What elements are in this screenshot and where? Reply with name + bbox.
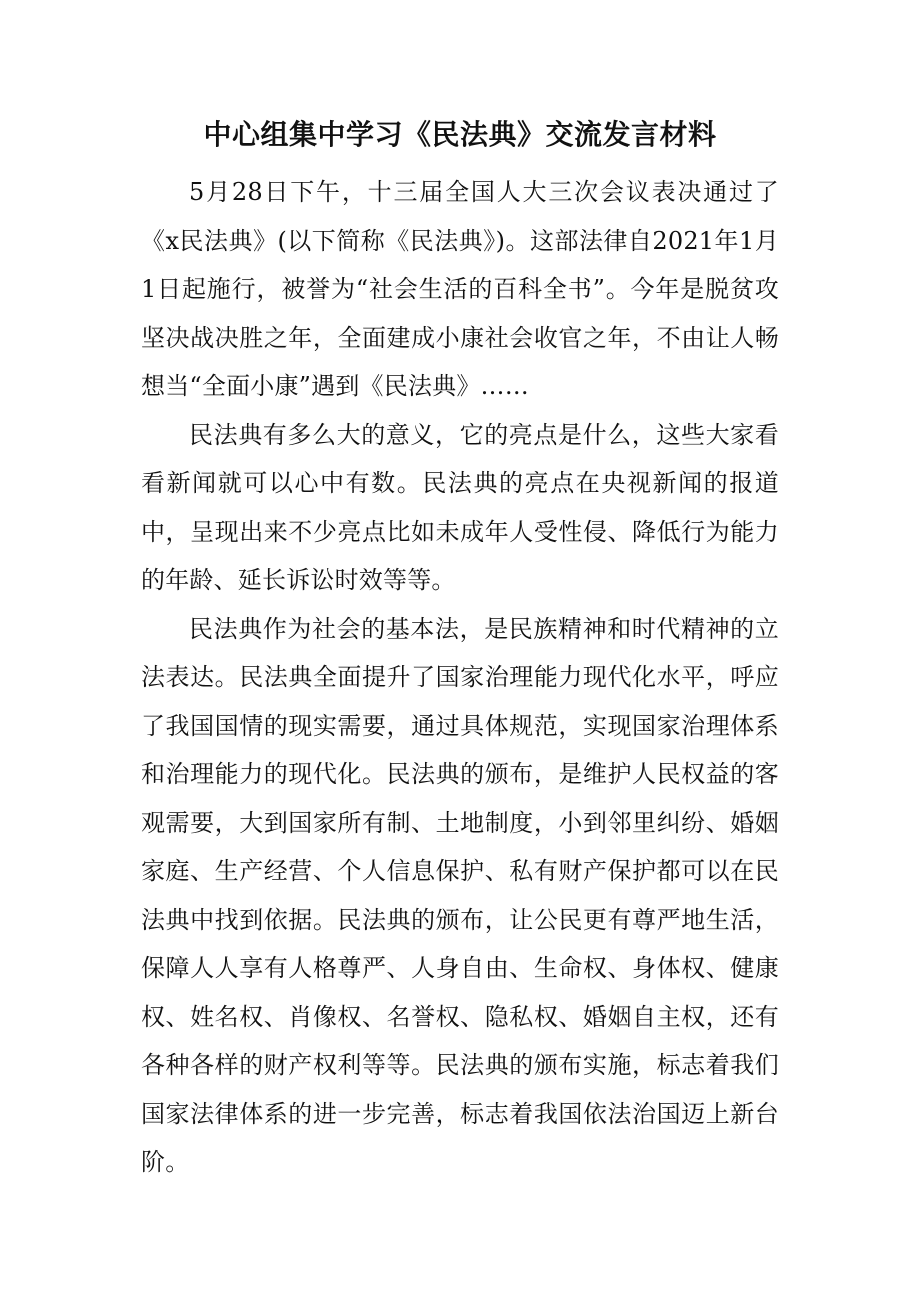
document-title: 中心组集中学习《民法典》交流发言材料 — [203, 118, 717, 151]
paragraph-3: 民法典作为社会的基本法，是民族精神和时代精神的立法表达。民法典全面提升了国家治理能力现代化水平，呼应了我国国情的现实需要，通过具体规范，实现国家治理体系和治理能力的现代化。民法典的颁布，是维护人民权益的客观需要，大到国家所有制、土地制度，小到邻里纠纷、婚姻家庭、生产经营、个人信息保护、私有财产保护都可以在民法典中找到依据。民法典的颁布，让公民更有尊严地生活，保障人人享有人格尊严、人身自由、生命权、身体权、健康权、姓名权、肖像权、名誉权、隐私权、婚姻自主权，还有各种各样的财产权利等等。民法典的颁布实施，标志着我们国家法律体系的进一步完善，标志着我国依法治国迈上新台阶。 — [141, 614, 779, 1176]
paragraph-2: 民法典有多么大的意义，它的亮点是什么，这些大家看看新闻就可以心中有数。民法典的亮点在央视新闻的报道中，呈现出来不少亮点比如未成年人受性侵、降低行为能力的年龄、延长诉讼时效等等。 — [141, 420, 779, 594]
paragraph-1: 5月28日下午，十三届全国人大三次会议表决通过了《x民法典》(以下简称《民法典》)。这部法律自2021年1月1日起施行，被誉为“社会生活的百科全书”。今年是脱贫攻坚决战决胜之年，全面建成小康社会收官之年，不由让人畅想当“全面小康”遇到《民法典》…… — [141, 178, 779, 400]
document-body — [141, 168, 779, 1187]
